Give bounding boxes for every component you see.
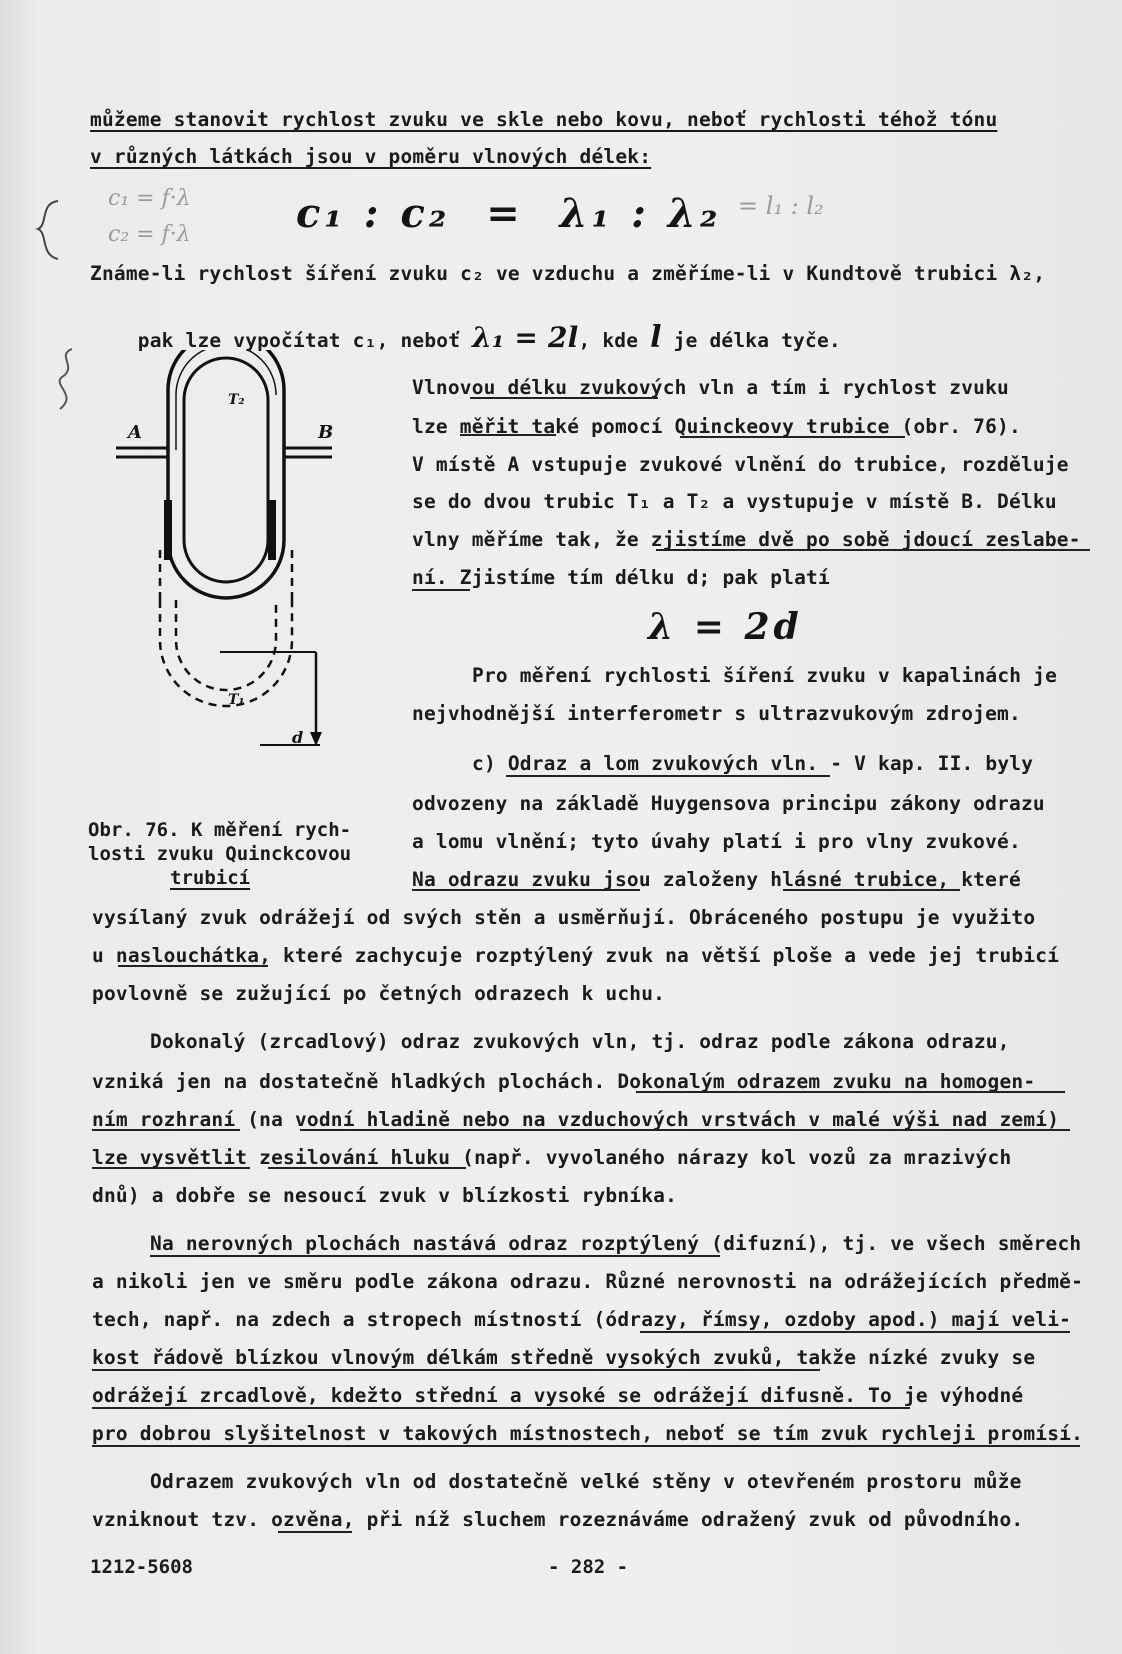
- figure-caption-line: losti zvuku Quinckcovou: [88, 843, 352, 865]
- formula-inline: l: [650, 320, 662, 355]
- label-a: A: [128, 422, 142, 443]
- text-line: tech, např. na zdech a stropech místností (ódrazy, římsy, ozdoby apod.) mají veli-: [92, 1308, 1072, 1331]
- page-number: - 282 -: [548, 1556, 629, 1578]
- text-line: lze měřit také pomocí Quinckeovy trubice (obr. 76).: [412, 415, 1021, 438]
- text-line: v různých látkách jsou v poměru vlnových délek:: [90, 145, 652, 168]
- pencil-note: c₂ = f·λ: [108, 222, 191, 247]
- figure-caption-line: trubicí: [170, 867, 251, 889]
- formula-inline: λ₁ = 2l: [472, 321, 579, 354]
- text-line: dnů) a dobře se nesoucí zvuk v blízkosti rybníka.: [92, 1184, 678, 1207]
- text-line: vzniká jen na dostatečně hladkých plochách. Dokonalým odrazem zvuku na homogen-: [92, 1070, 1036, 1093]
- text-line: pro dobrou slyšitelnost v takových místnostech, neboť se tím zvuk rychleji promísí.: [92, 1422, 1084, 1445]
- text-segment: je délka tyče.: [661, 329, 841, 352]
- text-segment: , kde: [578, 329, 651, 352]
- label-b: B: [318, 422, 334, 443]
- text-line: vlny měříme tak, že zjistíme dvě po sobě jdoucí zeslabe-: [412, 528, 1081, 551]
- text-line: c) Odraz a lom zvukových vln. - V kap. II. byly: [472, 752, 1034, 775]
- pencil-note: c₁ = f·λ: [108, 186, 191, 211]
- formula-wavelength: λ = 2d: [648, 606, 803, 648]
- text-line: ním rozhraní (na vodní hladině nebo na vzduchových vrstvách v malé výši nad zemí): [92, 1108, 1060, 1131]
- text-line: vzniknout tzv. ozvěna, při níž sluchem rozeznáváme odražený zvuk od původního.: [92, 1508, 1024, 1531]
- text-line: Vlnovou délku zvukových vln a tím i rychlost zvuku: [412, 376, 1009, 399]
- text-line: u naslouchátka, které zachycuje rozptýlený zvuk na větší ploše a vede jej trubicí: [92, 944, 1060, 967]
- text-line: nejvhodnější interferometr s ultrazvukovým zdrojem.: [412, 702, 1021, 725]
- text-line: a nikoli jen ve směru podle zákona odrazu. Různé nerovnosti na odrážejících předmě-: [92, 1270, 1084, 1293]
- text-line: odvozeny na základě Huygensova principu zákony odrazu: [412, 792, 1045, 815]
- text-line: Pro měření rychlosti šíření zvuku v kapalinách je: [472, 664, 1058, 687]
- text-line: Odrazem zvukových vln od dostatečně velké stěny v otevřeném prostoru může: [150, 1470, 1022, 1493]
- text-line: odrážejí zrcadlově, kdežto střední a vysoké se odrážejí difusně. To je výhodné: [92, 1384, 1024, 1407]
- text-line: a lomu vlnění; tyto úvahy platí i pro vlny zvukové.: [412, 830, 1021, 853]
- text-line: Na odrazu zvuku jsou založeny hlásné trubice, které: [412, 868, 1021, 891]
- text-line: V místě A vstupuje zvukové vlnění do trubice, rozděluje: [412, 453, 1069, 476]
- label-t2: T₂: [228, 392, 245, 408]
- label-d: d: [292, 728, 304, 747]
- text-line: kost řádově blízkou vlnovým délkám středně vysokých zvuků, takže nízké zvuky se: [92, 1346, 1036, 1369]
- label-t1: T₁: [228, 692, 245, 708]
- pencil-note: = l₁ : l₂: [738, 192, 824, 220]
- figure-caption-line: Obr. 76. K měření rych-: [88, 819, 352, 841]
- text-line: můžeme stanovit rychlost zvuku ve skle nebo kovu, neboť rychlosti téhož tónu: [90, 108, 998, 131]
- formula-velocity-ratio: c₁ : c₂ = λ₁ : λ₂: [296, 190, 722, 237]
- text-line: Dokonalý (zrcadlový) odraz zvukových vln, tj. odraz podle zákona odrazu,: [150, 1030, 1010, 1053]
- text-line: vysílaný zvuk odrážejí od svých stěn a usměrňují. Obráceného postupu je využito: [92, 906, 1036, 929]
- text-line: povlovně se zužující po četných odrazech k uchu.: [92, 982, 666, 1005]
- text-segment: pak lze vypočítat c₁, neboť: [137, 329, 473, 352]
- text-line: se do dvou trubic T₁ a T₂ a vystupuje v místě B. Délku: [412, 490, 1057, 513]
- text-line: Na nerovných plochách nastává odraz rozptýlený (difuzní), tj. ve všech směrech: [150, 1232, 1082, 1255]
- text-line: Známe-li rychlost šíření zvuku c₂ ve vzduchu a změříme-li v Kundtově trubici λ₂,: [90, 262, 1046, 285]
- text-line: lze vysvětlit zesilování hluku (např. vyvolaného nárazy kol vozů za mrazivých: [92, 1146, 1012, 1169]
- text-line: ní. Zjistíme tím délku d; pak platí: [412, 566, 830, 589]
- document-code: 1212-5608: [90, 1556, 193, 1578]
